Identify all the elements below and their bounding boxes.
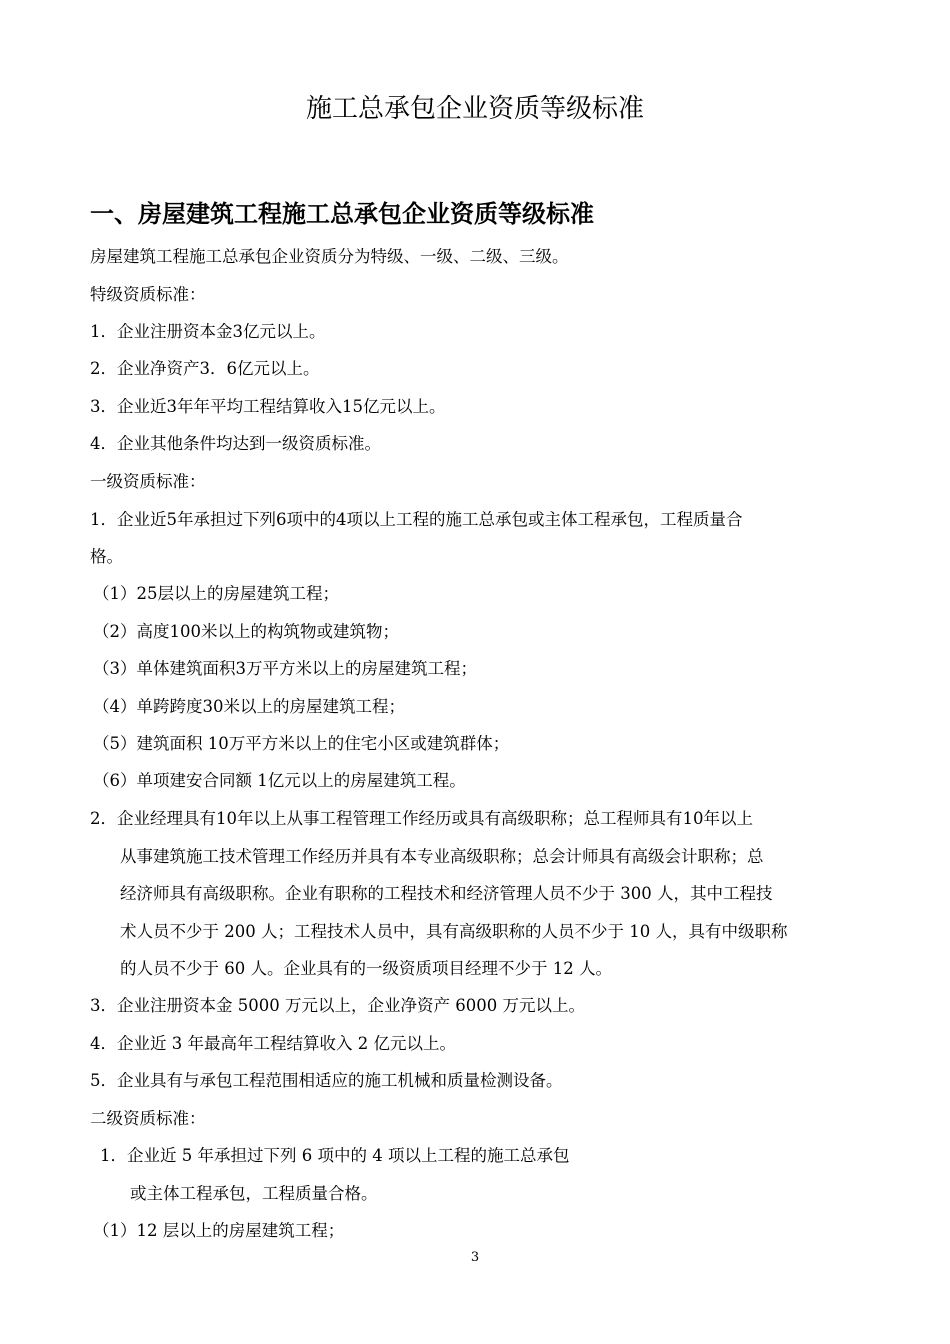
- grade1-item-2-cont: 的人员不少于 60 人。企业具有的一级资质项目经理不少于 12 人。: [120, 959, 612, 978]
- grade2-sub-1: （1）12 层以上的房屋建筑工程；: [93, 1221, 345, 1240]
- grade1-item-2-cont: 经济师具有高级职称。企业有职称的工程技术和经济管理人员不少于 300 人，其中工程技: [120, 884, 773, 903]
- grade1-sub-1: （1）25层以上的房屋建筑工程；: [93, 584, 339, 603]
- document-title: 施工总承包企业资质等级标准: [305, 94, 644, 124]
- intro-line: 房屋建筑工程施工总承包企业资质分为特级、一级、二级、三级。: [90, 247, 569, 266]
- grade1-item-5: 5．企业具有与承包工程范围相适应的施工机械和质量检测设备。: [90, 1071, 563, 1090]
- grade1-sub-2: （2）高度100米以上的构筑物或建筑物；: [93, 622, 399, 641]
- grade1-sub-3: （3）单体建筑面积3万平方米以上的房屋建筑工程；: [93, 659, 477, 678]
- special-item-3: 3．企业近3年年平均工程结算收入15亿元以上。: [90, 397, 446, 416]
- grade1-sub-4: （4）单跨跨度30米以上的房屋建筑工程；: [93, 697, 405, 716]
- grade1-sub-5: （5）建筑面积 10万平方米以上的住宅小区或建筑群体；: [93, 734, 510, 753]
- section-heading: 一、房屋建筑工程施工总承包企业资质等级标准: [90, 200, 594, 228]
- special-item-1: 1．企业注册资本金3亿元以上。: [90, 322, 326, 341]
- grade1-item-4: 4．企业近 3 年最高年工程结算收入 2 亿元以上。: [90, 1034, 456, 1053]
- grade1-sub-6: （6）单项建安合同额 1亿元以上的房屋建筑工程。: [93, 771, 466, 790]
- grade1-item-2-cont: 从事建筑施工技术管理工作经历并具有本专业高级职称；总会计师具有高级会计职称；总: [120, 847, 764, 866]
- grade1-heading: 一级资质标准：: [90, 472, 206, 491]
- page-number: 3: [470, 1250, 480, 1265]
- grade1-item-1: 1．企业近5年承担过下列6项中的4项以上工程的施工总承包或主体工程承包，工程质量合: [90, 510, 743, 529]
- grade2-item-1-cont: 或主体工程承包，工程质量合格。: [130, 1184, 378, 1203]
- grade1-item-2-cont: 术人员不少于 200 人；工程技术人员中，具有高级职称的人员不少于 10 人，具有中级职称: [120, 922, 788, 941]
- special-item-2: 2．企业净资产3．6亿元以上。: [90, 359, 320, 378]
- grade1-item-2: 2．企业经理具有10年以上从事工程管理工作经历或具有高级职称；总工程师具有10年以上: [90, 809, 753, 828]
- special-grade-heading: 特级资质标准：: [90, 285, 206, 304]
- grade2-heading: 二级资质标准：: [90, 1109, 206, 1128]
- grade2-item-1: 1．企业近 5 年承担过下列 6 项中的 4 项以上工程的施工总承包: [100, 1146, 570, 1165]
- grade1-item-3: 3．企业注册资本金 5000 万元以上，企业净资产 6000 万元以上。: [90, 996, 585, 1015]
- special-item-4: 4．企业其他条件均达到一级资质标准。: [90, 434, 381, 453]
- grade1-item-1-cont: 格。: [90, 547, 123, 566]
